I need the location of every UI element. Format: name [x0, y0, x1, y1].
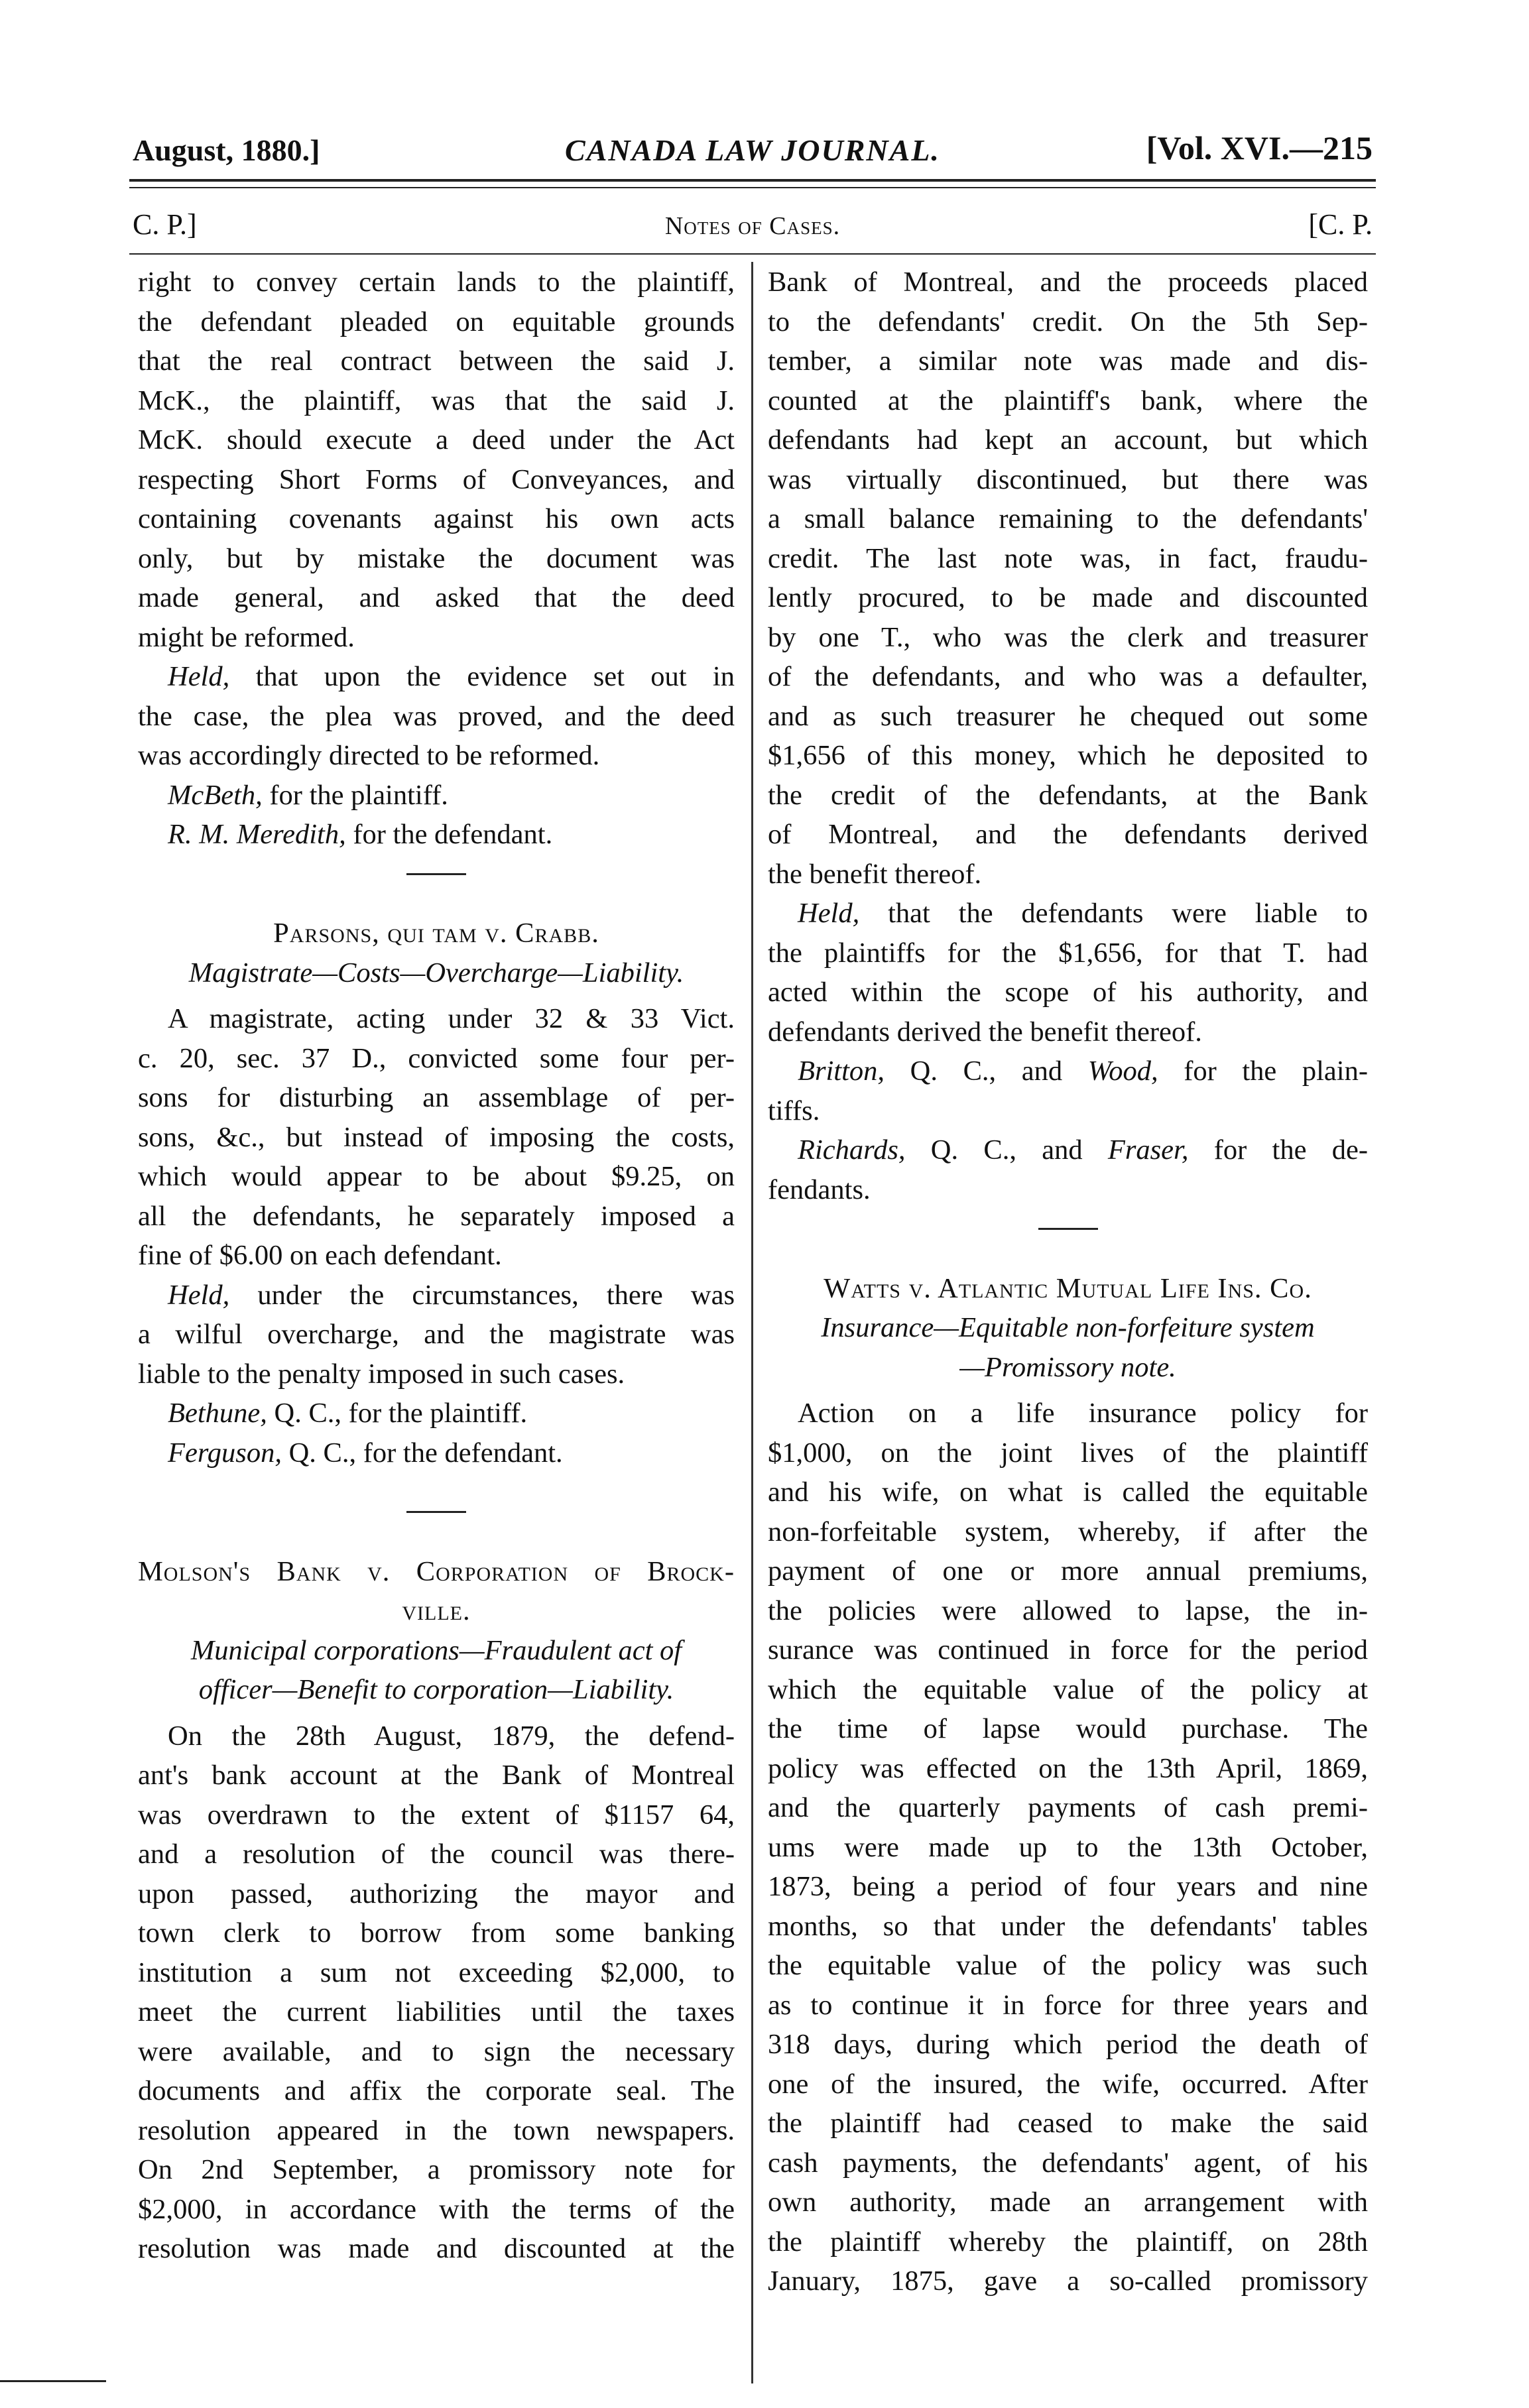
left-column: [138, 263, 735, 2269]
text-line: the case, the plea was proved, and the deed: [138, 700, 735, 732]
text-line: one of the insured, the wife, occurred. After: [768, 2068, 1368, 2100]
text-line: the plaintiff had ceased to make the said: [768, 2108, 1368, 2139]
text-line: right to convey certain lands to the plaintiff,: [138, 267, 735, 298]
court-right: [C. P.: [1308, 208, 1373, 241]
text-line: sons, &c., but instead of imposing the costs,: [138, 1121, 735, 1153]
section-header: [133, 202, 1373, 242]
counsel-line: Britton, Q. C., and Wood, for the plain-: [798, 1055, 1368, 1087]
text-line: institution a sum not exceeding $2,000, to: [138, 1957, 735, 1988]
case-headnote: officer—Benefit to corporation—Liability.: [198, 1674, 674, 1705]
counsel-name: Wood,: [1087, 1055, 1158, 1087]
case-separator: [138, 1492, 735, 1532]
text-line: Action on a life insurance policy for: [798, 1398, 1368, 1429]
text-line: was virtually discontinued, but there was: [768, 463, 1368, 495]
case-title-cont: ville.: [402, 1595, 471, 1626]
case-title: Parsons, qui tam v. Crabb.: [273, 918, 599, 949]
text-line: which the equitable value of the policy at: [768, 1673, 1368, 1705]
court-left: C. P.]: [133, 208, 197, 241]
counsel-line: fendants.: [768, 1174, 871, 1205]
counsel-name: Richards,: [798, 1134, 906, 1166]
text-line: c. 20, sec. 37 D., convicted some four per-: [138, 1042, 735, 1074]
case-headnote: —Promissory note.: [959, 1351, 1176, 1383]
text-line: were available, and to sign the necessary: [138, 2035, 735, 2067]
running-header: [133, 126, 1373, 172]
counsel-name: Ferguson,: [168, 1437, 282, 1469]
section-rule: [129, 253, 1376, 255]
header-rule-thin: [129, 187, 1376, 188]
text-line: might be reformed.: [138, 621, 355, 653]
text-line: tember, a similar note was made and dis-: [768, 345, 1368, 377]
text-line: $1,000, on the joint lives of the plaintiff: [768, 1437, 1368, 1469]
held-word: Held,: [168, 1279, 230, 1311]
case-separator: [138, 855, 735, 894]
text-line: the credit of the defendants, at the Bank: [768, 779, 1368, 811]
text-line: payment of one or more annual premiums,: [768, 1555, 1368, 1587]
counsel-line: tiffs.: [768, 1095, 820, 1126]
text-line: made general, and asked that the deed: [138, 582, 735, 613]
text-line: the defendant pleaded on equitable grounds: [138, 306, 735, 337]
text-line: Held, under the circumstances, there was: [168, 1279, 735, 1311]
case1-holding: [138, 657, 735, 697]
text-line: 1873, being a period of four years and nine: [768, 1871, 1368, 1902]
text-line: the benefit thereof.: [768, 858, 982, 890]
text-line: On the 28th August, 1879, the defend-: [168, 1720, 735, 1752]
text-line: months, so that under the defendants' tables: [768, 1910, 1368, 1942]
text-line: the time of lapse would purchase. The: [768, 1713, 1368, 1744]
text-line: surance was continued in force for the period: [768, 1634, 1368, 1665]
volume-page: [Vol. XVI.—215: [1146, 129, 1373, 166]
text-line: and the quarterly payments of cash premi-: [768, 1792, 1368, 1823]
case-headnote: Insurance—Equitable non-forfeiture system: [821, 1312, 1315, 1343]
text-line: non-forfeitable system, whereby, if after the: [768, 1516, 1368, 1547]
text-line: which would appear to be about $9.25, on: [138, 1161, 735, 1192]
text-line: ums were made up to the 13th October,: [768, 1831, 1368, 1863]
text-line: was accordingly directed to be reformed.: [138, 740, 600, 771]
text-line: town clerk to borrow from some banking: [138, 1917, 735, 1949]
text-line: and his wife, on what is called the equitable: [768, 1476, 1368, 1508]
counsel-name: Bethune,: [168, 1398, 267, 1429]
text-line: that the real contract between the said J.: [138, 345, 735, 377]
text-line: of Montreal, and the defendants derived: [768, 819, 1368, 850]
header-date: August, 1880.]: [133, 133, 320, 167]
column-divider: [751, 262, 753, 2383]
case-title: Molson's Bank v. Corporation of Brock-: [138, 1555, 735, 1587]
text-line: was overdrawn to the extent of $1157 64,: [138, 1799, 735, 1831]
text-line: fine of $6.00 on each defendant.: [138, 1240, 502, 1271]
text-line: January, 1875, gave a so-called promissory: [768, 2265, 1368, 2297]
right-column: [768, 263, 1368, 2301]
text-line: resolution appeared in the town newspapers.: [138, 2114, 735, 2146]
text-line: On 2nd September, a promissory note for: [138, 2154, 735, 2185]
text-line: A magistrate, acting under 32 & 33 Vict.: [168, 1003, 735, 1034]
text-line: upon passed, authorizing the mayor and: [138, 1878, 735, 1909]
counsel-name: McBeth,: [168, 779, 263, 811]
text-line: by one T., who was the clerk and treasurer: [768, 621, 1368, 653]
text-line: Held, that upon the evidence set out in: [168, 661, 735, 692]
text-line: cash payments, the defendants' agent, of his: [768, 2147, 1368, 2179]
text-line: McK., the plaintiff, was that the said J.: [138, 385, 735, 416]
text-line: Bank of Montreal, and the proceeds placed: [768, 267, 1368, 298]
text-line: all the defendants, he separately imposed a: [138, 1200, 735, 1232]
text-line: a small balance remaining to the defendants': [768, 503, 1368, 534]
case-title: Watts v. Atlantic Mutual Life Ins. Co.: [824, 1272, 1312, 1304]
text-line: $1,656 of this money, which he deposited to: [768, 740, 1368, 771]
journal-title: CANADA LAW JOURNAL.: [565, 133, 940, 167]
held-word: Held,: [798, 898, 860, 929]
text-line: sons for disturbing an assemblage of per-: [138, 1082, 735, 1113]
text-line: and a resolution of the council was there-: [138, 1838, 735, 1870]
text-line: as to continue it in force for three years and: [768, 1989, 1368, 2021]
text-line: respecting Short Forms of Conveyances, and: [138, 463, 735, 495]
text-line: documents and affix the corporate seal. The: [138, 2075, 735, 2106]
text-line: defendants derived the benefit thereof.: [768, 1016, 1202, 1048]
text-line: the equitable value of the policy was such: [768, 1950, 1368, 1981]
text-line: a wilful overcharge, and the magistrate was: [138, 1319, 735, 1350]
text-line: 318 days, during which period the death of: [768, 2029, 1368, 2060]
text-line: own authority, made an arrangement with: [768, 2187, 1368, 2218]
page-edge-mark: [0, 2380, 106, 2382]
text-line: $2,000, in accordance with the terms of the: [138, 2193, 735, 2225]
text-line: of the defendants, and who was a defaulter,: [768, 661, 1368, 692]
counsel-name: R. M. Meredith,: [168, 819, 346, 850]
text-line: the policies were allowed to lapse, the in-: [768, 1595, 1368, 1626]
text-line: the plaintiff whereby the plaintiff, on 28th: [768, 2226, 1368, 2258]
counsel-name: Fraser,: [1107, 1134, 1189, 1166]
text-line: meet the current liabilities until the taxes: [138, 1996, 735, 2027]
text-line: containing covenants against his own acts: [138, 503, 735, 534]
text-line: acted within the scope of his authority, and: [768, 977, 1368, 1008]
case-headnote: Magistrate—Costs—Overcharge—Liability.: [188, 957, 684, 989]
text-line: and as such treasurer he chequed out some: [768, 700, 1368, 732]
text-line: Held, that the defendants were liable to: [798, 898, 1368, 929]
text-line: ant's bank account at the Bank of Montreal: [138, 1760, 735, 1791]
text-line: McK. should execute a deed under the Act: [138, 424, 735, 455]
text-line: defendants had kept an account, but which: [768, 424, 1368, 455]
text-line: resolution was made and discounted at the: [138, 2233, 735, 2264]
text-line: the plaintiffs for the $1,656, for that T. had: [768, 937, 1368, 969]
case-separator: [768, 1209, 1368, 1249]
text-line: lently procured, to be made and discounted: [768, 582, 1368, 613]
counsel-line: R. M. Meredith, for the defendant.: [168, 819, 553, 850]
text-line: credit. The last note was, in fact, fraudu-: [768, 542, 1368, 574]
text-line: to the defendants' credit. On the 5th Sep-: [768, 306, 1368, 337]
text-line: only, but by mistake the document was: [138, 542, 735, 574]
header-rule-thick: [129, 179, 1376, 182]
counsel-line: Bethune, Q. C., for the plaintiff.: [168, 1398, 528, 1429]
text-line: counted at the plaintiff's bank, where the: [768, 385, 1368, 416]
section-title: Notes of Cases.: [664, 212, 841, 240]
counsel-name: Britton,: [798, 1055, 885, 1087]
case1-text: [138, 263, 735, 657]
held-word: Held,: [168, 661, 230, 692]
counsel-line: McBeth, for the plaintiff.: [168, 779, 448, 811]
counsel-line: Ferguson, Q. C., for the defendant.: [168, 1437, 563, 1469]
text-line: policy was effected on the 13th April, 1869,: [768, 1752, 1368, 1784]
text-line: liable to the penalty imposed in such cases.: [138, 1358, 625, 1390]
counsel-line: Richards, Q. C., and Fraser, for the de-: [798, 1134, 1369, 1166]
case-headnote: Municipal corporations—Fraudulent act of: [190, 1634, 682, 1666]
